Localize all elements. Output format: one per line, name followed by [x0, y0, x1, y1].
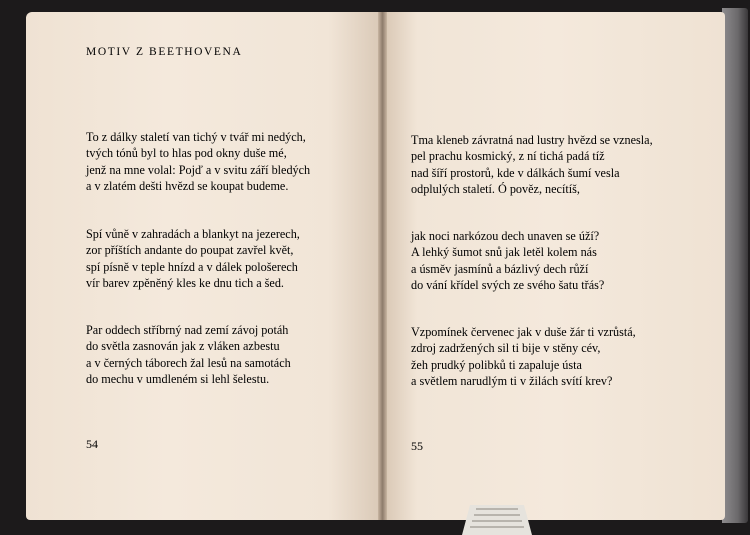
- left-stanza-3: [86, 322, 291, 387]
- right-stanza-2: [411, 228, 604, 293]
- verse-line: tvých tónů byl to hlas pod okny duše mé,: [86, 146, 287, 161]
- book-cover-edge: [722, 8, 748, 523]
- verse-line: Vzpomínek červenec jak v duše žár ti vzrůstá,: [411, 325, 636, 339]
- left-stanza-2: [86, 226, 300, 291]
- verse-line: do mechu v umdleném si lehl šelestu.: [86, 371, 270, 386]
- verse-line: A lehký šumot snů jak letěl kolem nás: [411, 245, 597, 260]
- verse-line: do světla zasnován jak z vláken azbestu: [86, 339, 280, 354]
- verse-line: a světlem narudlým ti v žilách svítí krev?: [411, 373, 613, 388]
- bookmark-ribbon-icon: [462, 505, 532, 535]
- page-number-left: 54: [86, 437, 98, 451]
- verse-line: odplulých staletí. Ó pověz, necítíš,: [411, 181, 580, 196]
- verse-line: spí písně v teple hnízd a v dálek pološerech: [86, 259, 298, 274]
- verse-line: a v zlatém dešti hvězd se koupat budeme.: [86, 178, 289, 193]
- verse-line: Par oddech stříbrný nad zemí závoj potáh: [86, 323, 289, 337]
- verse-line: To z dálky staletí van tichý v tvář mi nedých,: [86, 130, 306, 144]
- verse-line: vír barev zpěněný kles ke dnu tich a šed.: [86, 275, 284, 290]
- book-gutter: [378, 12, 387, 520]
- verse-line: Spí vůně v zahradách a blankyt na jezerech,: [86, 227, 300, 241]
- right-stanza-3: [411, 324, 636, 389]
- verse-line: nad šíří prostorů, kde v dálkách šumí vesla: [411, 165, 620, 180]
- right-stanza-1: [411, 132, 653, 197]
- verse-line: zor příštích andante do poupat zavřel květ,: [86, 243, 294, 258]
- verse-line: a v černých táborech žal lesů na samotách: [86, 355, 291, 370]
- verse-line: do vání křídel svých ze svého šatu třás?: [411, 277, 605, 292]
- running-header: MOTIV Z BEETHOVENA: [86, 46, 243, 58]
- verse-line: jenž na mne volal: Pojď a v svitu září bledých: [86, 162, 311, 177]
- verse-line: Tma kleneb závratná nad lustry hvězd se vznesla,: [411, 133, 653, 147]
- page-number-right: 55: [411, 439, 423, 453]
- verse-line: pel prachu kosmický, z ní tichá padá tíž: [411, 149, 605, 164]
- verse-line: jak noci narkózou dech unaven se úží?: [411, 229, 600, 243]
- verse-line: a úsměv jasmínů a bázlivý dech růží: [411, 261, 589, 276]
- verse-line: žeh prudký polibků ti zapaluje ústa: [411, 357, 582, 372]
- verse-line: zdroj zadržených sil ti bije v stěny cév,: [411, 341, 601, 356]
- left-stanza-1: [86, 129, 310, 194]
